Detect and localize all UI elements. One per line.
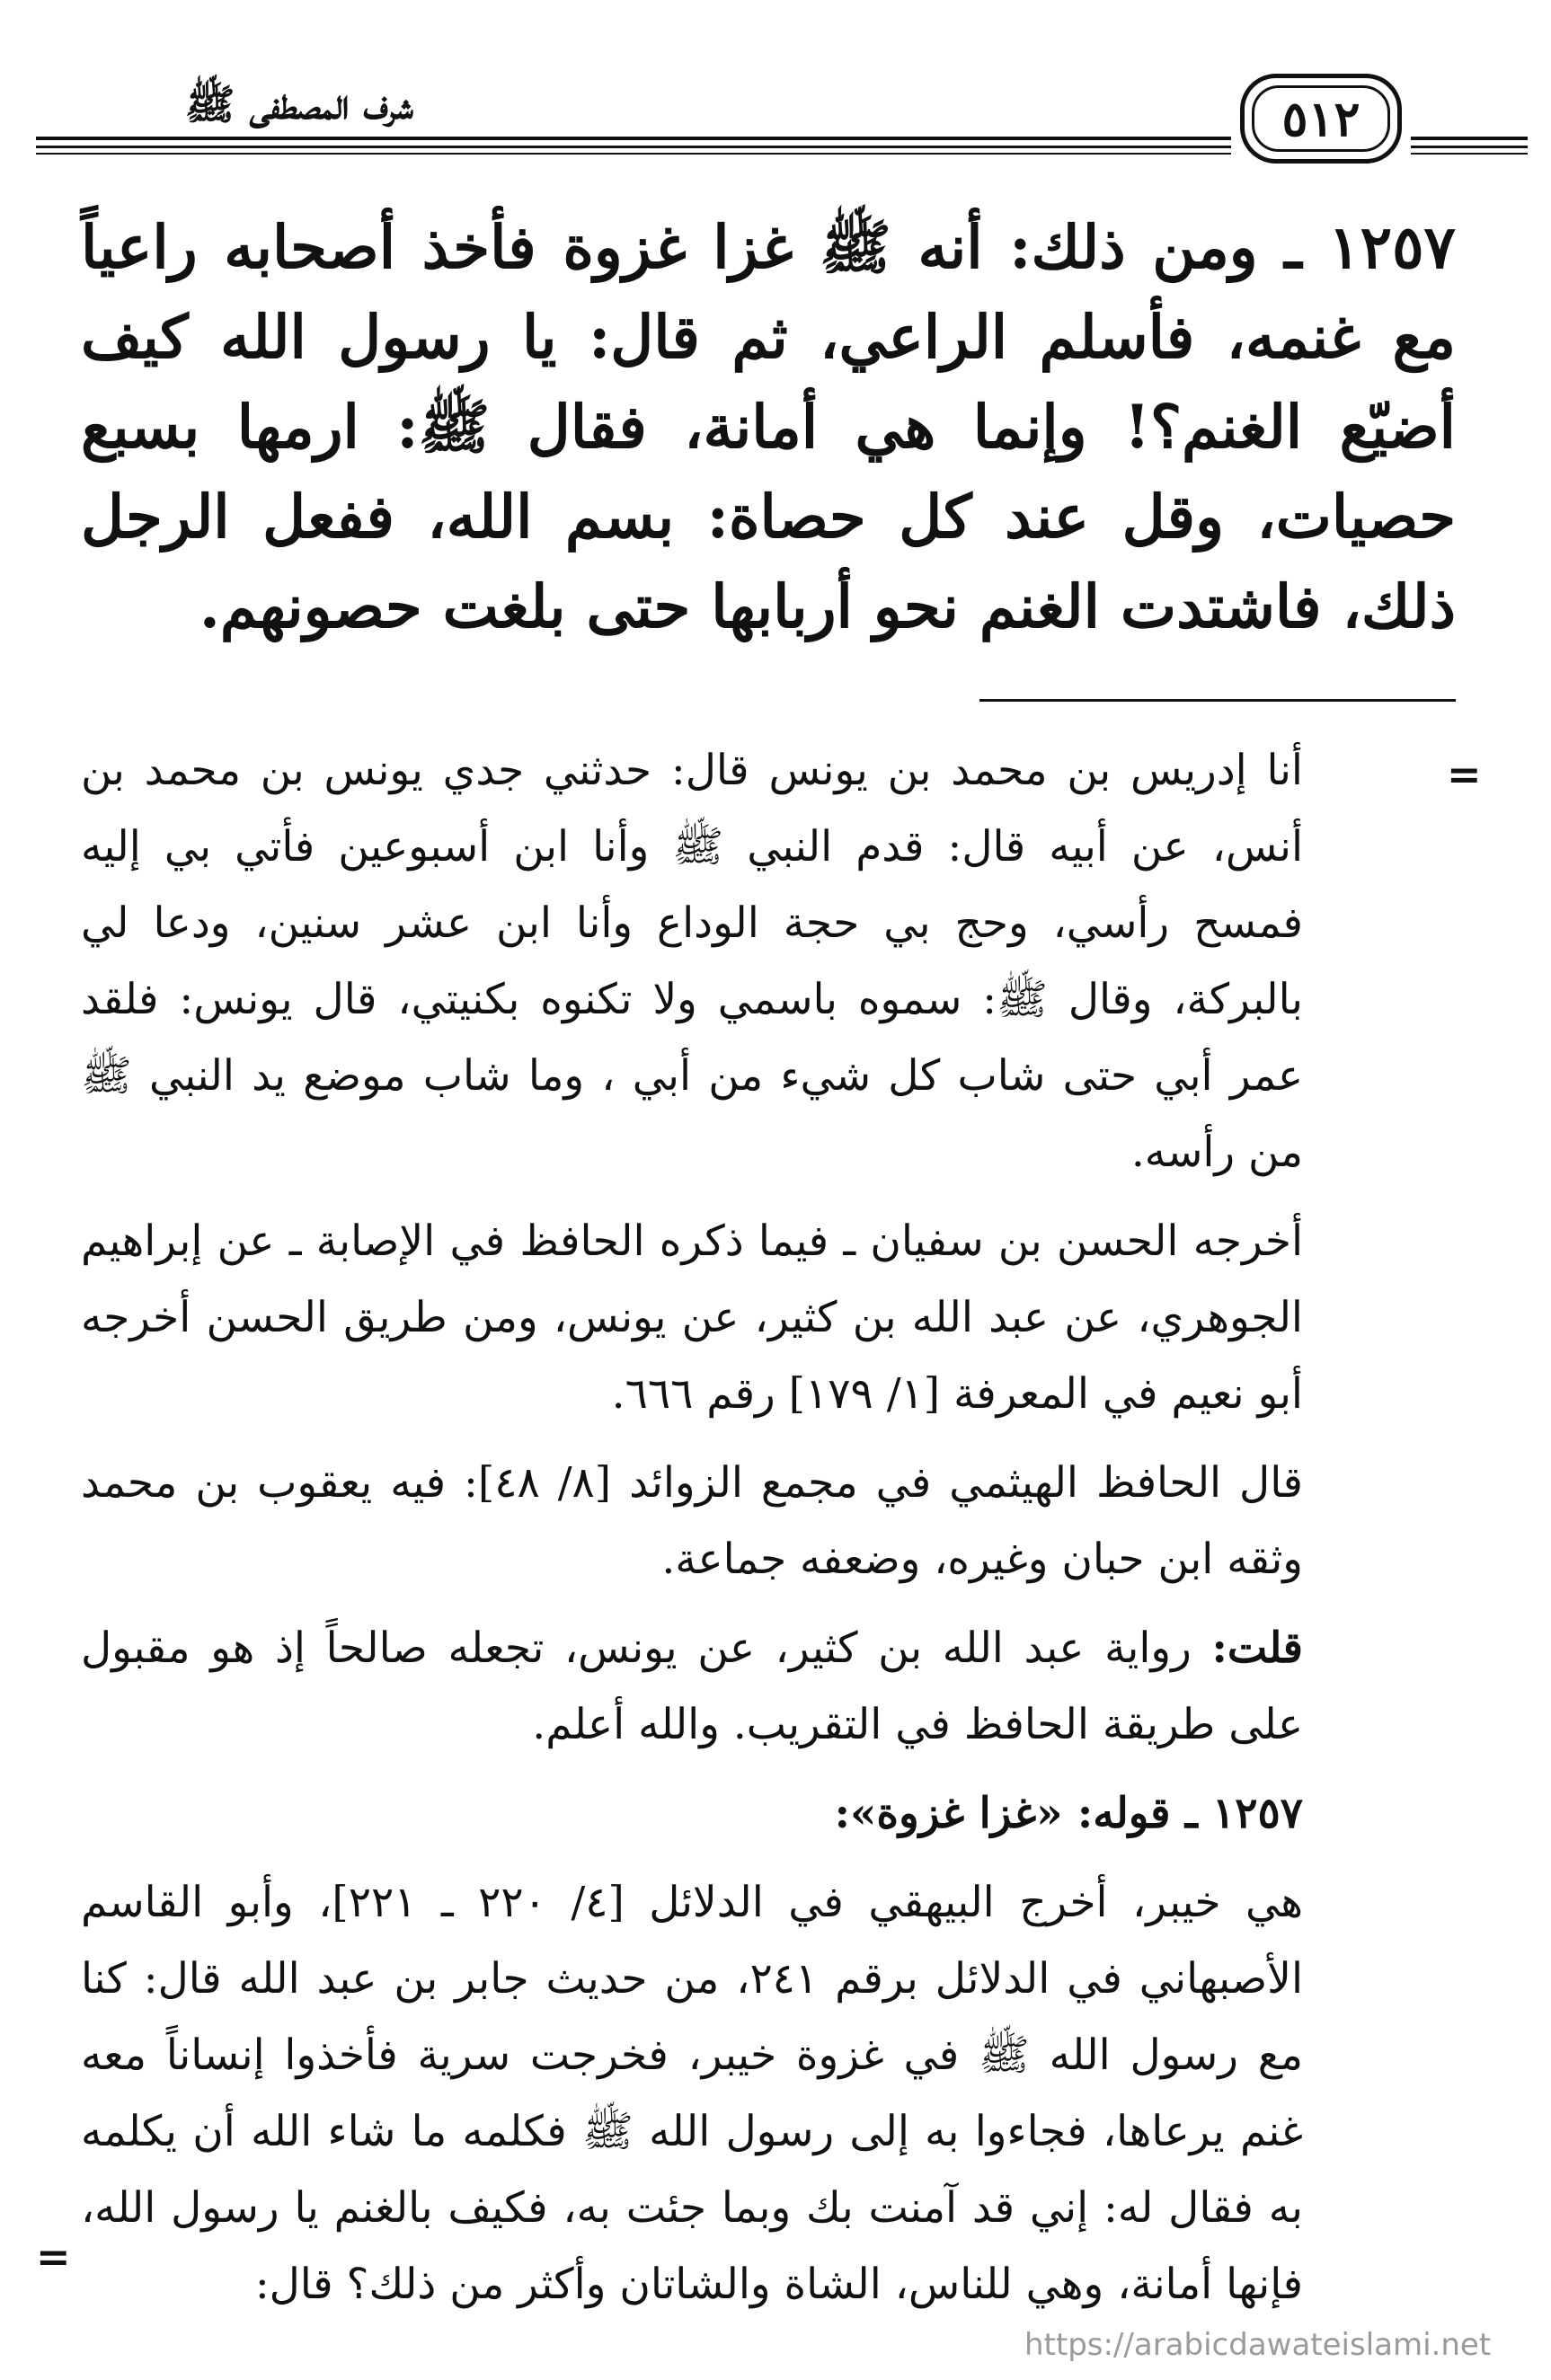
footnote-paragraph: أخرجه الحسن بن سفيان ـ فيما ذكره الحافظ في الإصابة ـ عن إبراهيم الجوهري، عن عبد الله بن كثير، عن يونس، ومن طريق الحسن أخرجه أبو نعيم في المعرفة [١/ ١٧٩] رقم ٦٦٦.	[81, 1217, 1303, 1419]
header-rule	[1411, 153, 1528, 155]
footnote-paragraph: قال الحافظ الهيثمي في مجمع الزوائد [٨/ ٤٨]: فيه يعقوب بن محمد وثقه ابن حبان وغيره، وضعفه جماعة.	[81, 1458, 1303, 1584]
running-head-title: شرف المصطفى ﷺ	[184, 80, 413, 128]
header-rule	[36, 146, 1231, 148]
footnote-note-text: هي خيبر، أخرج البيهقي في الدلائل [٤/ ٢٢٠ ـ ٢٢١]، وأبو القاسم الأصبهاني في الدلائل برقم ٢٤١، من حديث جابر بن عبد الله قال: كنا مع رسول الله ﷺ في غزوة خيبر، فخرجت سرية فأخذوا إنساناً معه غنم يرعاها، فجاءوا به إلى رسول الله ﷺ فكلمه ما شاء الله أن يكلمه به فقال له: إني قد آمنت بك وبما جئت به، فكيف بالغنم يا رسول الله، فإنها أمانة، وهي للناس، الشاة والشاتان وأكثر من ذلك؟ قال:	[81, 1878, 1304, 2309]
qult-label: قلت:	[1211, 1624, 1303, 1673]
main-paragraph: ١٢٥٧ ـ ومن ذلك: أنه ﷺ غزا غزوة فأخذ أصحابه راعياً مع غنمه، فأسلم الراعي، ثم قال: يا رسول الله كيف أضيّع الغنم؟! وإنما هي أمانة، فقال ﷺ: ارمها بسبع حصيات، وقل عند كل حصاة: بسم الله، ففعل الرجل ذلك، فاشتدت الغنم نحو أربابها حتى بلغت حصونهم.	[81, 212, 1456, 641]
header-rule	[36, 137, 1231, 140]
main-body-text	[81, 202, 1456, 651]
footnote-paragraph: أنا إدريس بن محمد بن يونس قال: حدثني جدي يونس بن محمد بن أنس، عن أبيه قال: قدم النبي ﷺ وأنا ابن أسبوعين فأتي بي إليه فمسح رأسي، وحج بي حجة الوداع وأنا ابن عشر سنين، ودعا لي بالبركة، وقال ﷺ: سموه باسمي ولا تكنوه بكنيتي، قال يونس: فلقد عمر أبي حتى شاب كل شيء من أبي ، وما شاب موضع يد النبي ﷺ من رأسه.	[81, 746, 1303, 1177]
footnote-qult-paragraph	[81, 1610, 1303, 1763]
footnotes-section	[81, 732, 1303, 2335]
header-rule	[36, 153, 1231, 155]
footnote-separator	[979, 699, 1456, 702]
watermark-url: https://arabicdawateislami.net	[1024, 2327, 1492, 2363]
note-heading: ١٢٥٧ ـ قوله: «غزا غزوة»:	[834, 1789, 1303, 1838]
footnote-continuation-mark: =	[1447, 750, 1482, 799]
page-number: ٥١٢	[1252, 85, 1390, 152]
footnote-note-label	[81, 1775, 1303, 1852]
qult-text: رواية عبد الله بن كثير، عن يونس، تجعله صالحاً إذ هو مقبول على طريقة الحافظ في التقريب. والله أعلم.	[81, 1624, 1303, 1749]
footnote-continuation-mark-bottom: =	[36, 2233, 71, 2281]
page-number-frame	[1240, 74, 1402, 164]
header-rule	[1411, 146, 1528, 148]
header-rule	[1411, 137, 1528, 140]
